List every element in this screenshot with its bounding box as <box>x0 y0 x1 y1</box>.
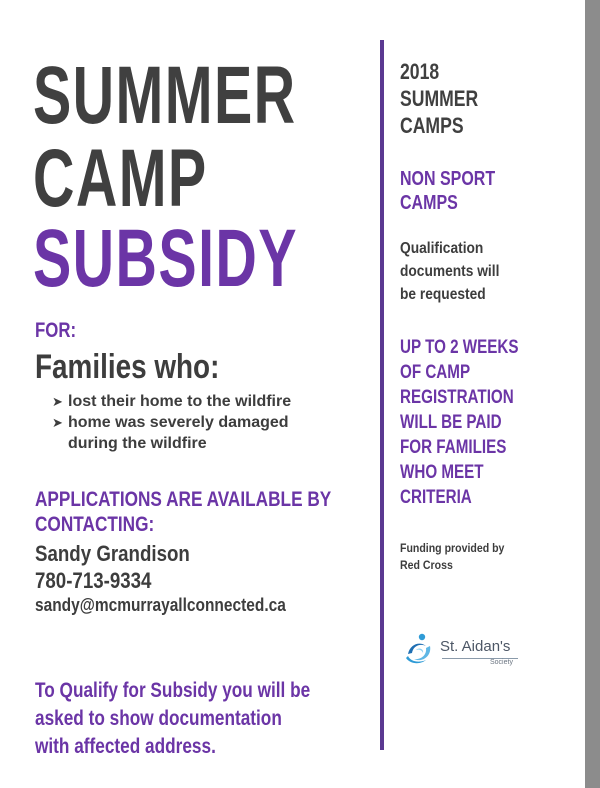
contact-phone: 780-713-9334 <box>35 568 152 593</box>
non-sport-camps <box>400 167 495 215</box>
qualification-line: Qualification <box>400 240 484 257</box>
registration-line: UP TO 2 WEEKS <box>400 337 519 358</box>
applications-heading <box>35 487 331 537</box>
funding-line: Red Cross <box>400 558 453 572</box>
page-margin-strip <box>585 0 600 788</box>
registration-paid-note <box>400 335 519 510</box>
swirl-logo-icon <box>402 632 436 666</box>
applications-heading-line: CONTACTING: <box>35 513 155 536</box>
funding-line: Funding provided by <box>400 541 505 555</box>
funding-note <box>400 540 504 574</box>
qualification-line: documents will <box>400 263 500 280</box>
qualify-line: asked to show documentation <box>35 707 282 730</box>
bullet-text: home was severely damaged <box>68 414 289 431</box>
applications-heading-line: APPLICATIONS ARE AVAILABLE BY <box>35 488 332 511</box>
families-heading: Families who: <box>35 348 220 386</box>
registration-line: FOR FAMILIES <box>400 437 507 458</box>
camps-heading-line: SUMMER <box>400 86 479 111</box>
registration-line: OF CAMP <box>400 362 471 383</box>
title-camp: CAMP <box>33 133 208 224</box>
registration-line: REGISTRATION <box>400 387 514 408</box>
qualify-line: with affected address. <box>35 735 216 758</box>
arrow-bullet-icon: ➤ <box>52 394 63 409</box>
contact-name: Sandy Grandison <box>35 541 190 566</box>
registration-line: WILL BE PAID <box>400 412 502 433</box>
qualify-note <box>35 677 310 761</box>
registration-line: CRITERIA <box>400 487 472 508</box>
list-item <box>52 391 352 412</box>
logo-subtitle: Society <box>490 659 513 666</box>
title-summer: SUMMER <box>33 50 297 141</box>
contact-email[interactable]: sandy@mcmurrayallconnected.ca <box>35 595 286 615</box>
camps-heading <box>400 58 478 139</box>
qualification-line: be requested <box>400 286 486 303</box>
non-sport-line: NON SPORT <box>400 168 496 190</box>
for-label: FOR: <box>35 319 77 342</box>
non-sport-line: CAMPS <box>400 192 458 214</box>
camps-heading-line: CAMPS <box>400 113 464 138</box>
qualification-docs-note <box>400 237 499 306</box>
vertical-divider <box>380 40 384 750</box>
logo-name: St. Aidan's <box>440 638 511 655</box>
list-item <box>52 412 352 433</box>
bullet-text-continued: during the wildfire <box>68 435 207 452</box>
camps-heading-line: 2018 <box>400 59 440 84</box>
arrow-bullet-icon: ➤ <box>52 415 63 430</box>
qualify-line: To Qualify for Subsidy you will be <box>35 679 311 702</box>
registration-line: WHO MEET <box>400 462 484 483</box>
bullet-text: lost their home to the wildfire <box>68 393 292 410</box>
title-subsidy: SUBSIDY <box>33 213 298 304</box>
eligibility-list <box>52 391 352 454</box>
st-aidans-logo <box>402 630 542 670</box>
